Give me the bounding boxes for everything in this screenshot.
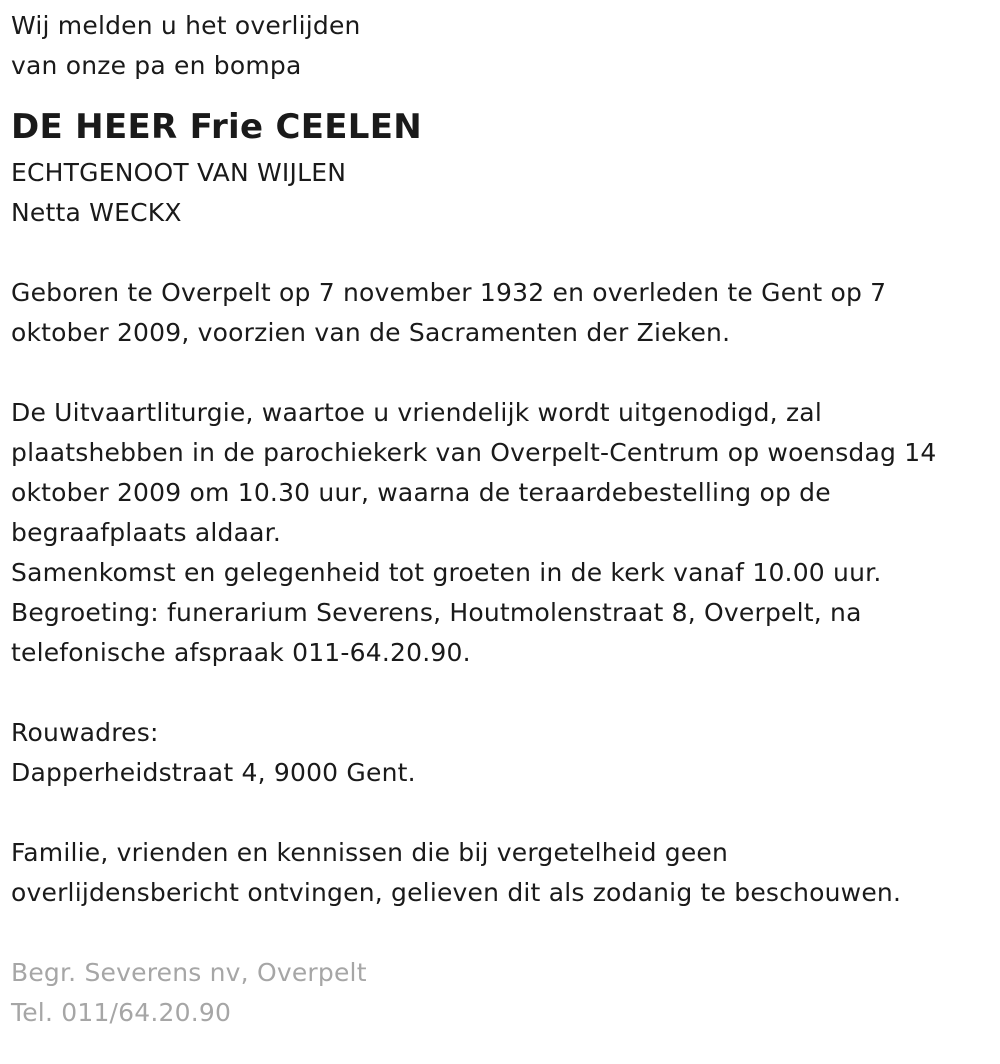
notice-line: overlijdensbericht ontvingen, gelieven dit als zodanig te beschouwen. (11, 878, 902, 907)
spacer (11, 673, 990, 713)
ceremony-line: plaatshebben in de parochiekerk van Overpelt-Centrum op woensdag 14 (11, 438, 937, 467)
address-block (11, 713, 990, 793)
intro-line: Wij melden u het overlijden (11, 11, 361, 40)
spacer (11, 233, 990, 273)
spouse-line: ECHTGENOOT VAN WIJLEN (11, 158, 347, 187)
phone-line: Tel. 011/64.20.90 (11, 998, 232, 1027)
birth-death-line: oktober 2009, voorzien van de Sacramenten der Zieken. (11, 318, 731, 347)
ceremony-line: telefonische afspraak 011-64.20.90. (11, 638, 471, 667)
ceremony-line: De Uitvaartliturgie, waartoe u vriendelijk wordt uitgenodigd, zal (11, 398, 822, 427)
deceased-name: DE HEER Frie CEELEN (11, 107, 423, 147)
spacer (11, 913, 990, 953)
address-label: Rouwadres: (11, 718, 159, 747)
funeral-home-line: Begr. Severens nv, Overpelt (11, 958, 367, 987)
spouse-block (11, 153, 990, 233)
notice-line: Familie, vrienden en kennissen die bij vergetelheid geen (11, 838, 729, 867)
footer-block (11, 953, 990, 1033)
ceremony-line: oktober 2009 om 10.30 uur, waarna de teraardebestelling op de (11, 478, 831, 507)
birth-death-block (11, 273, 990, 353)
notice-block (11, 833, 990, 913)
spacer (11, 793, 990, 833)
intro-line: van onze pa en bompa (11, 51, 302, 80)
ceremony-block (11, 393, 990, 673)
address-line: Dapperheidstraat 4, 9000 Gent. (11, 758, 416, 787)
ceremony-line: Samenkomst en gelegenheid tot groeten in de kerk vanaf 10.00 uur. (11, 558, 882, 587)
birth-death-line: Geboren te Overpelt op 7 november 1932 en overleden te Gent op 7 (11, 278, 887, 307)
ceremony-line: Begroeting: funerarium Severens, Houtmolenstraat 8, Overpelt, na (11, 598, 862, 627)
ceremony-line: begraafplaats aldaar. (11, 518, 281, 547)
spacer (11, 353, 990, 393)
intro-block (11, 6, 990, 86)
spouse-line: Netta WECKX (11, 198, 182, 227)
